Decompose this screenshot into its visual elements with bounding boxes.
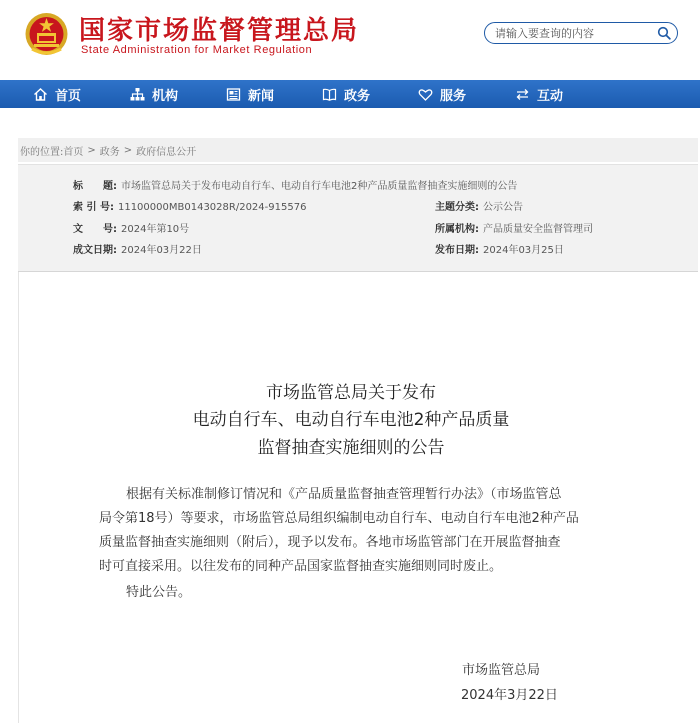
nav-item-affairs[interactable] bbox=[322, 80, 370, 108]
nav-item-services[interactable] bbox=[418, 80, 466, 108]
org-chart-icon bbox=[130, 87, 145, 102]
article-title-line-3: 监督抽查实施细则的公告 bbox=[257, 438, 445, 458]
meta-docnum-label: 文 号: bbox=[73, 224, 117, 235]
nav-label-home: 首页 bbox=[55, 88, 82, 104]
sign-date: 2024年3月22日 bbox=[461, 688, 558, 703]
meta-index-label: 索 引 号: bbox=[73, 202, 114, 213]
document-meta bbox=[18, 164, 698, 272]
breadcrumb-gov-info[interactable]: 政府信息公开 bbox=[136, 146, 197, 158]
meta-category-value: 公示公告 bbox=[483, 202, 523, 213]
nav-label-news: 新闻 bbox=[248, 88, 275, 104]
breadcrumb-prefix: 你的位置: bbox=[20, 146, 64, 158]
site-title[interactable]: 国家市场监督管理总局 bbox=[79, 16, 360, 46]
nav-item-home[interactable] bbox=[33, 80, 81, 108]
meta-written-label: 成文日期: bbox=[73, 245, 117, 256]
article-title-line-1: 市场监管总局关于发布 bbox=[266, 383, 436, 403]
home-icon bbox=[33, 87, 48, 102]
news-icon bbox=[226, 87, 241, 102]
nav-item-interaction[interactable] bbox=[515, 80, 563, 108]
meta-docnum-value: 2024年第10号 bbox=[121, 224, 190, 235]
site-subtitle-en: State Administration for Market Regulation bbox=[81, 44, 313, 56]
body-line-3: 质量监督抽查实施细则（附后），现予以发布。各地市场监管部门在开展监督抽查 bbox=[99, 535, 561, 550]
body-line-2: 局令第18号）等要求，市场监管总局组织编制电动自行车、电动自行车电池2种产品 bbox=[99, 511, 579, 526]
meta-title-label: 标 题: bbox=[73, 181, 117, 192]
nav-label-interaction: 互动 bbox=[537, 88, 564, 104]
search-box bbox=[484, 22, 678, 44]
meta-published-value: 2024年03月25日 bbox=[483, 245, 564, 256]
meta-title-value: 市场监管总局关于发布电动自行车、电动自行车电池2种产品质量监督抽查实施细则的公告 bbox=[121, 181, 518, 192]
signer: 市场监管总局 bbox=[462, 663, 541, 678]
meta-written-value: 2024年03月22日 bbox=[121, 245, 202, 256]
meta-title-row bbox=[73, 177, 517, 192]
meta-category-row bbox=[435, 198, 523, 213]
meta-published-label: 发布日期: bbox=[435, 245, 479, 256]
nav-item-news[interactable] bbox=[226, 80, 274, 108]
main-nav bbox=[0, 80, 700, 108]
site-header bbox=[0, 0, 700, 80]
nav-label-services: 服务 bbox=[440, 88, 467, 104]
meta-published-row bbox=[435, 241, 564, 256]
breadcrumb-home[interactable]: 首页 bbox=[63, 146, 84, 158]
body-line-4: 时可直接采用。以往发布的同种产品国家监督抽查实施细则同时废止。 bbox=[99, 559, 503, 574]
body-line-1: 根据有关标准制修订情况和《产品质量监督抽查管理暂行办法》（市场监管总 bbox=[126, 487, 562, 502]
breadcrumb bbox=[18, 138, 698, 162]
search-icon[interactable] bbox=[657, 26, 671, 40]
exchange-icon bbox=[515, 87, 530, 102]
search-input[interactable] bbox=[495, 25, 645, 41]
meta-written-row bbox=[73, 241, 202, 256]
closing-line: 特此公告。 bbox=[126, 585, 192, 600]
article-title-line-2: 电动自行车、电动自行车电池2种产品质量 bbox=[192, 410, 510, 430]
nav-item-org[interactable] bbox=[130, 80, 178, 108]
meta-index-row bbox=[73, 198, 306, 213]
meta-org-row bbox=[435, 220, 593, 235]
meta-docnum-row bbox=[73, 220, 189, 235]
nav-label-affairs: 政务 bbox=[344, 88, 371, 104]
meta-category-label: 主题分类: bbox=[435, 202, 479, 213]
nav-label-org: 机构 bbox=[152, 88, 179, 104]
article-body bbox=[18, 272, 698, 723]
meta-org-label: 所属机构: bbox=[435, 224, 479, 235]
breadcrumb-separator: > bbox=[87, 144, 96, 156]
book-icon bbox=[322, 87, 337, 102]
national-emblem-icon[interactable] bbox=[24, 11, 69, 58]
breadcrumb-affairs[interactable]: 政务 bbox=[99, 146, 120, 158]
breadcrumb-separator: > bbox=[123, 144, 133, 156]
heart-icon bbox=[418, 87, 433, 102]
meta-index-value: 11100000MB0143028R/2024-915576 bbox=[117, 202, 307, 213]
meta-org-value: 产品质量安全监督管理司 bbox=[483, 224, 593, 235]
